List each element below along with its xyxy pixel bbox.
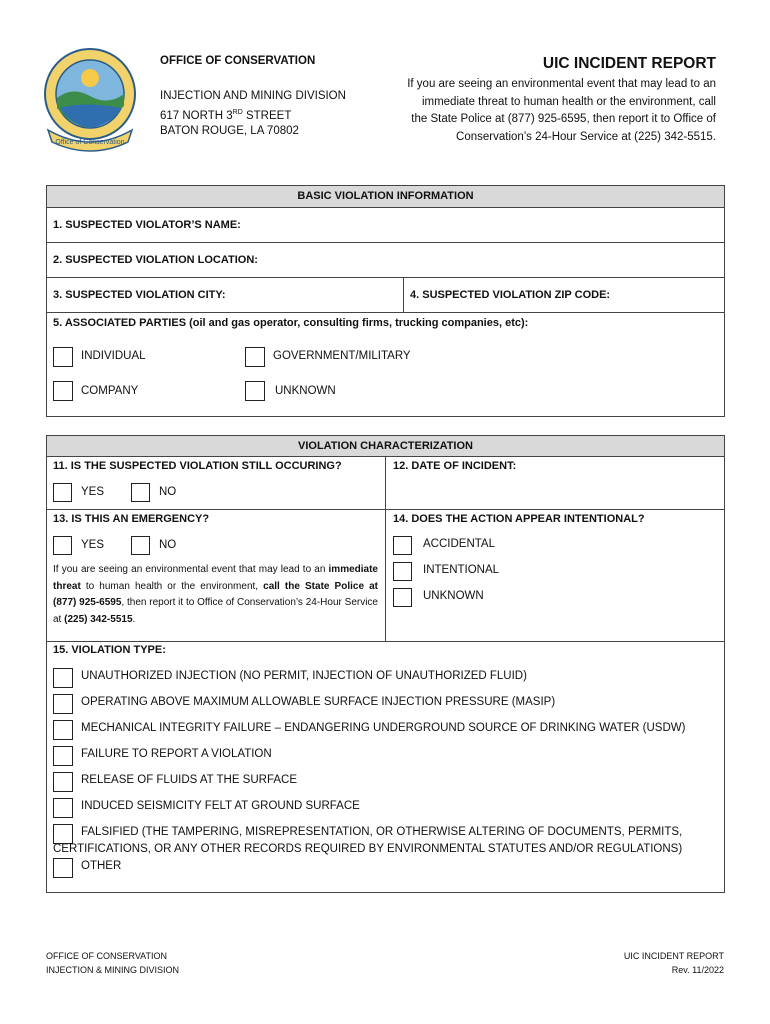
emergency-note: If you are seeing an environmental event that may lead to an immediate threat to human health or the environment, call the State Police at (877) 925-6595, then report it to Office of Conservation’s 24-Hour Service at (225) 342-5515.: [53, 564, 378, 625]
unknown-party-checkbox[interactable]: [245, 381, 265, 401]
violation-characterization-section: [46, 435, 725, 893]
violation-location-label: 2. SUSPECTED VIOLATION LOCATION:: [53, 254, 258, 266]
footer-right: UIC INCIDENT REPORT Rev. 11/2022: [623, 951, 724, 975]
svg-text:Office of Conservation: Office of Conservation: [55, 139, 125, 146]
emergency-yes-label: YES: [81, 539, 105, 551]
government-military-label: GOVERNMENT/MILITARY: [273, 350, 411, 362]
falsified-checkbox[interactable]: [53, 824, 73, 844]
induced-seismicity-label: INDUCED SEISMICITY FELT AT GROUND SURFACE: [81, 800, 360, 812]
report-title: UIC INCIDENT REPORT: [542, 55, 716, 72]
date-of-incident-label: 12. DATE OF INCIDENT:: [393, 460, 517, 472]
header-notice: If you are seeing an environmental event that may lead to an immediate threat to human health or the environment, call the State Police at (877) 925-6595, then report it to Office of Conservation’s 24-Hour Service at (225) 342-5515.: [407, 78, 716, 143]
violator-name-row[interactable]: [47, 207, 724, 243]
violation-type-label: 15. VIOLATION TYPE:: [53, 644, 166, 656]
unauthorized-injection-checkbox[interactable]: [53, 668, 73, 688]
basic-section-heading: BASIC VIOLATION INFORMATION: [47, 186, 724, 207]
associated-parties-label: 5. ASSOCIATED PARTIES (oil and gas operator, consulting firms, trucking companies, etc):: [53, 317, 529, 329]
other-checkbox[interactable]: [53, 858, 73, 878]
date-of-incident-field[interactable]: [392, 474, 712, 508]
basic-violation-section: [46, 185, 725, 417]
release-of-fluids-checkbox[interactable]: [53, 772, 73, 792]
street-address: 617 NORTH 3RD STREET: [160, 109, 292, 122]
emergency-no-label: NO: [159, 539, 177, 551]
division-name: INJECTION AND MINING DIVISION: [160, 90, 346, 102]
release-of-fluids-label: RELEASE OF FLUIDS AT THE SURFACE: [81, 774, 298, 786]
failure-to-report-checkbox[interactable]: [53, 746, 73, 766]
above-masip-checkbox[interactable]: [53, 694, 73, 714]
above-masip-label: OPERATING ABOVE MAXIMUM ALLOWABLE SURFACE INJECTION PRESSURE (MASIP): [81, 696, 556, 708]
occurring-yes-checkbox[interactable]: [53, 483, 72, 502]
falsified-label-line1: FALSIFIED (THE TAMPERING, MISREPRESENTATION, OR OTHERWISE ALTERING OF DOCUMENTS, PERMITS,: [81, 826, 683, 838]
occurring-yes-label: YES: [81, 486, 105, 498]
unknown-intent-label: UNKNOWN: [423, 590, 484, 602]
city-zip-row: [47, 277, 724, 312]
individual-label: INDIVIDUAL: [81, 350, 146, 362]
unauthorized-injection-label: UNAUTHORIZED INJECTION (NO PERMIT, INJECTION OF UNAUTHORIZED FLUID): [81, 670, 527, 682]
company-checkbox[interactable]: [53, 381, 73, 401]
intentional-option-label: INTENTIONAL: [423, 564, 500, 576]
mechanical-integrity-checkbox[interactable]: [53, 720, 73, 740]
violation-location-row[interactable]: [47, 242, 724, 278]
emergency-no-checkbox[interactable]: [131, 536, 150, 555]
violation-city-label: 3. SUSPECTED VIOLATION CITY:: [53, 289, 226, 301]
government-military-checkbox[interactable]: [245, 347, 265, 367]
associated-parties-row: [47, 312, 724, 416]
occurring-no-label: NO: [159, 486, 177, 498]
emergency-yes-checkbox[interactable]: [53, 536, 72, 555]
emergency-label: 13. IS THIS AN EMERGENCY?: [53, 513, 210, 525]
accidental-label: ACCIDENTAL: [423, 538, 495, 550]
office-seal-logo: [42, 46, 138, 152]
divider: [47, 509, 724, 510]
divider: [47, 641, 724, 642]
divider: [403, 278, 404, 313]
still-occurring-label: 11. IS THE SUSPECTED VIOLATION STILL OCCURING?: [53, 460, 342, 472]
city-address: BATON ROUGE, LA 70802: [160, 125, 299, 137]
divider: [385, 456, 386, 641]
characterization-heading: VIOLATION CHARACTERIZATION: [47, 436, 724, 457]
office-name: OFFICE OF CONSERVATION: [160, 55, 316, 67]
individual-checkbox[interactable]: [53, 347, 73, 367]
intentional-checkbox[interactable]: [393, 562, 412, 581]
accidental-checkbox[interactable]: [393, 536, 412, 555]
violation-zip-label: 4. SUSPECTED VIOLATION ZIP CODE:: [410, 289, 611, 301]
falsified-label-line2: CERTIFICATIONS, OR ANY OTHER RECORDS REQUIRED BY ENVIRONMENTAL STATUTES AND/OR REGULATIONS): [53, 843, 683, 855]
footer-left: OFFICE OF CONSERVATION INJECTION & MINING DIVISION: [46, 951, 180, 975]
violator-name-label: 1. SUSPECTED VIOLATOR’S NAME:: [53, 219, 241, 231]
induced-seismicity-checkbox[interactable]: [53, 798, 73, 818]
other-label: OTHER: [81, 860, 122, 872]
unknown-party-label: UNKNOWN: [275, 385, 336, 397]
intentional-label: 14. DOES THE ACTION APPEAR INTENTIONAL?: [393, 513, 645, 525]
occurring-no-checkbox[interactable]: [131, 483, 150, 502]
failure-to-report-label: FAILURE TO REPORT A VIOLATION: [81, 748, 272, 760]
company-label: COMPANY: [81, 385, 139, 397]
unknown-intent-checkbox[interactable]: [393, 588, 412, 607]
mechanical-integrity-label: MECHANICAL INTEGRITY FAILURE – ENDANGERING UNDERGROUND SOURCE OF DRINKING WATER (USDW): [81, 722, 686, 734]
